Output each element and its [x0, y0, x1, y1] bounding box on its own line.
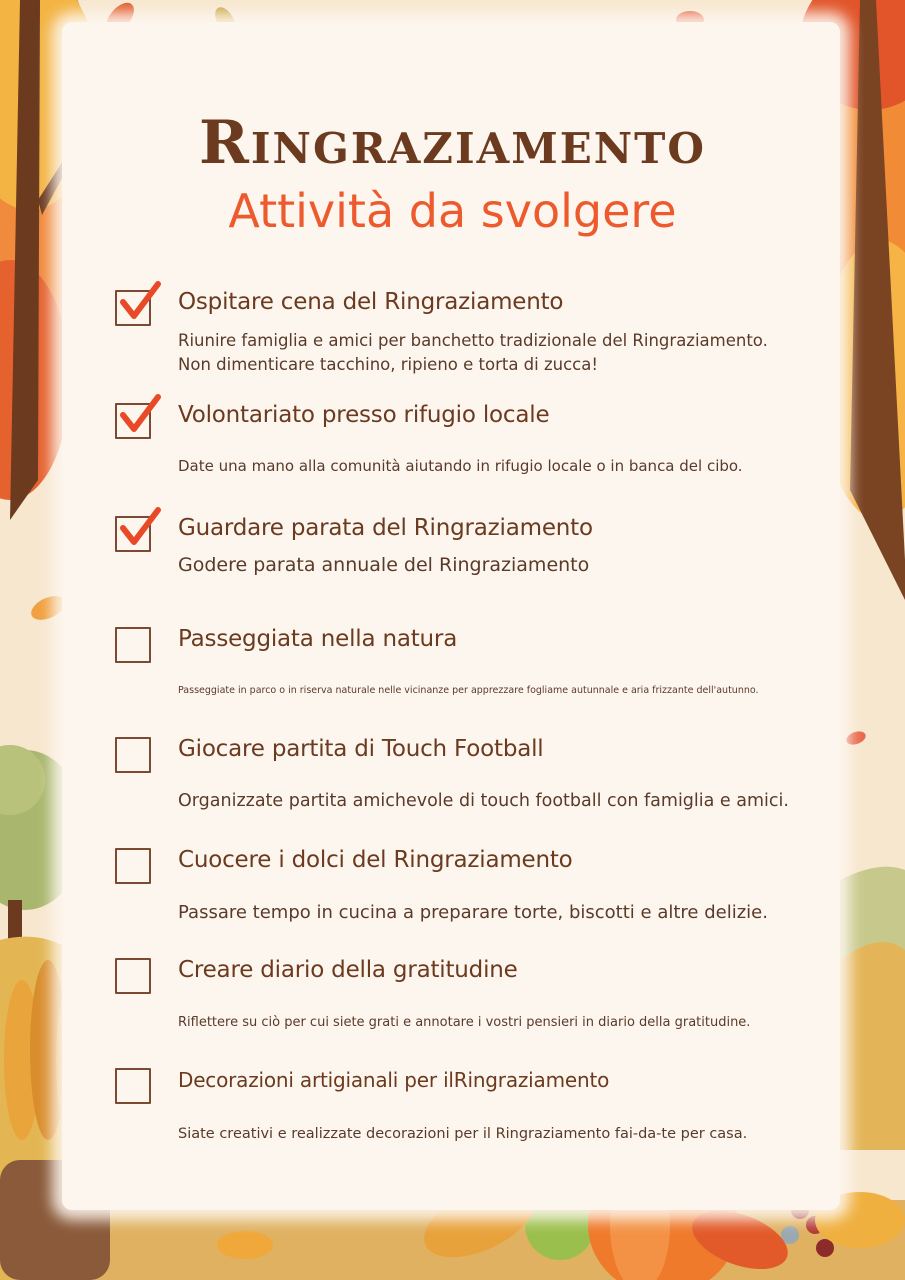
page-subtitle: Attività da svolgere [228, 184, 677, 238]
item-description: Siate creativi e realizzate decorazioni per il Ringraziamento fai-da-te per casa. [178, 1126, 748, 1142]
item-description: Passeggiate in parco o in riserva naturale nelle vicinanze per apprezzare fogliame autunnale e aria frizzante dell'autunno. [178, 685, 759, 696]
item-title: Passeggiata nella natura [178, 626, 458, 652]
checkbox[interactable] [115, 1068, 151, 1104]
item-description: Riunire famiglia e amici per banchetto tradizionale del Ringraziamento. [178, 331, 768, 350]
checkbox[interactable] [115, 848, 151, 884]
checkmark-icon [114, 393, 164, 439]
item-title: Decorazioni artigianali per ilRingraziamento [178, 1068, 610, 1092]
item-title: Giocare partita di Touch Football [178, 736, 544, 762]
item-title: Volontariato presso rifugio locale [178, 402, 550, 428]
item-title: Creare diario della gratitudine [178, 957, 518, 983]
item-description: Date una mano alla comunità aiutando in rifugio locale o in banca del cibo. [178, 457, 743, 475]
checkmark-icon [114, 280, 164, 326]
item-title: Guardare parata del Ringraziamento [178, 515, 593, 541]
checkbox[interactable] [115, 737, 151, 773]
checkbox[interactable] [115, 627, 151, 663]
item-description: Non dimenticare tacchino, ripieno e torta di zucca! [178, 355, 598, 374]
item-description: Organizzate partita amichevole di touch football con famiglia e amici. [178, 791, 789, 811]
checkmark-icon [114, 506, 164, 552]
item-description: Passare tempo in cucina a preparare torte, biscotti e altre delizie. [178, 902, 768, 923]
item-description: Godere parata annuale del Ringraziamento [178, 554, 590, 576]
item-title: Cuocere i dolci del Ringraziamento [178, 847, 573, 873]
item-description: Riflettere su ciò per cui siete grati e annotare i vostri pensieri in diario della gratitudine. [178, 1015, 751, 1030]
page-title: Ringraziamento [199, 108, 706, 178]
checkbox[interactable] [115, 958, 151, 994]
item-title: Ospitare cena del Ringraziamento [178, 289, 564, 315]
